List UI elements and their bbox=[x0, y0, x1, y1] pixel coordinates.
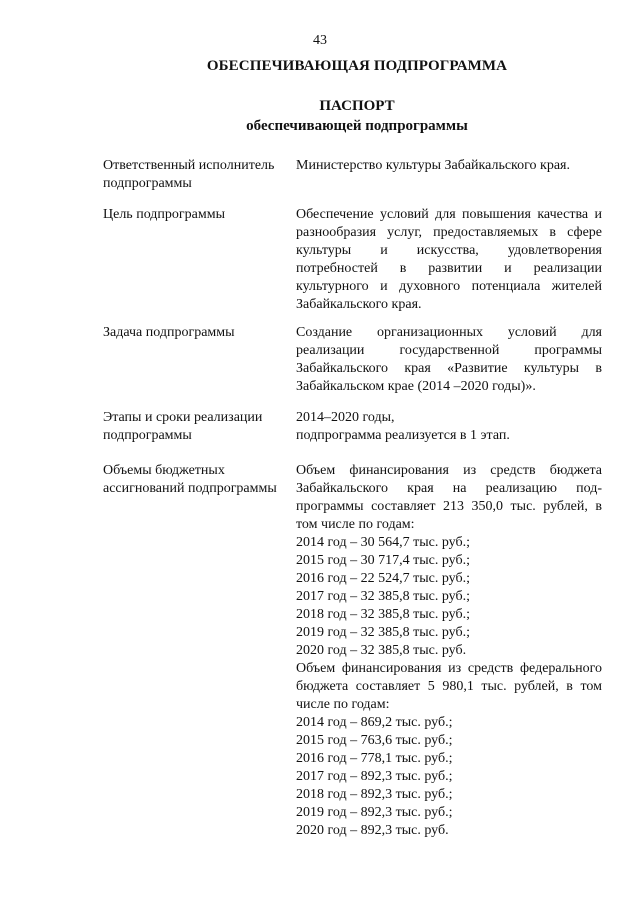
regional-year-line: 2015 год – 30 717,4 тыс. руб.; bbox=[296, 553, 470, 568]
regional-year-line: 2014 год – 30 564,7 тыс. руб.; bbox=[296, 535, 470, 550]
row-value: Обеспечение условий для повышения качества и разнообразия услуг, предоставляемых в сфере культуры и искусства, удовлетворения потребностей в развитии и реализации культурного и духовного потенциала жителей Забайкальского края. bbox=[296, 207, 602, 312]
row-label: Объемы бюджетных ассигнований подпрограммы bbox=[103, 463, 277, 496]
row-value bbox=[296, 409, 602, 445]
regional-year-line: 2017 год – 32 385,8 тыс. руб.; bbox=[296, 589, 470, 604]
row-label: Задача подпрограммы bbox=[103, 325, 235, 340]
federal-year-line: 2020 год – 892,3 тыс. руб. bbox=[296, 823, 449, 838]
regional-funding-paragraph: Объем финансирования из средств бюджета Забайкальского края на реализацию под-программы составляет 213 350,0 тыс. рублей, в том числе по годам: bbox=[296, 463, 602, 532]
federal-year-line: 2016 год – 778,1 тыс. руб.; bbox=[296, 751, 453, 766]
federal-year-line: 2014 год – 869,2 тыс. руб.; bbox=[296, 715, 453, 730]
stages-line: 2014–2020 годы, bbox=[296, 410, 395, 425]
row-label: Цель подпрограммы bbox=[103, 207, 225, 222]
page-number: 43 bbox=[313, 33, 327, 48]
passport-subtitle: обеспечивающей подпрограммы bbox=[246, 118, 468, 134]
stages-line: подпрограмма реализуется в 1 этап. bbox=[296, 428, 510, 443]
document-title: ОБЕСПЕЧИВАЮЩАЯ ПОДПРОГРАММА bbox=[206, 58, 508, 74]
federal-year-line: 2015 год – 763,6 тыс. руб.; bbox=[296, 733, 453, 748]
row-label: Ответственный исполнитель подпрограммы bbox=[103, 158, 275, 191]
regional-year-line: 2020 год – 32 385,8 тыс. руб. bbox=[296, 643, 467, 658]
regional-year-line: 2019 год – 32 385,8 тыс. руб.; bbox=[296, 625, 470, 640]
federal-year-line: 2019 год – 892,3 тыс. руб.; bbox=[296, 805, 453, 820]
passport-heading bbox=[0, 96, 640, 136]
passport-title: ПАСПОРТ bbox=[319, 98, 395, 114]
federal-funding-paragraph: Объем финансирования из средств федерального бюджета составляет 5 980,1 тыс. рублей, в том числе по годам: bbox=[296, 661, 602, 712]
federal-year-line: 2018 год – 892,3 тыс. руб.; bbox=[296, 787, 453, 802]
regional-year-line: 2018 год – 32 385,8 тыс. руб.; bbox=[296, 607, 470, 622]
row-value bbox=[296, 462, 602, 840]
row-label: Этапы и сроки реализации подпрограммы bbox=[103, 410, 263, 443]
federal-year-line: 2017 год – 892,3 тыс. руб.; bbox=[296, 769, 453, 784]
row-value: Министерство культуры Забайкальского края. bbox=[296, 158, 570, 173]
row-value: Создание организационных условий для реализации государственной программы Забайкальского края «Развитие культуры в Забайкальском крае (2014 –2020 годы)». bbox=[296, 325, 602, 394]
regional-year-line: 2016 год – 22 524,7 тыс. руб.; bbox=[296, 571, 470, 586]
